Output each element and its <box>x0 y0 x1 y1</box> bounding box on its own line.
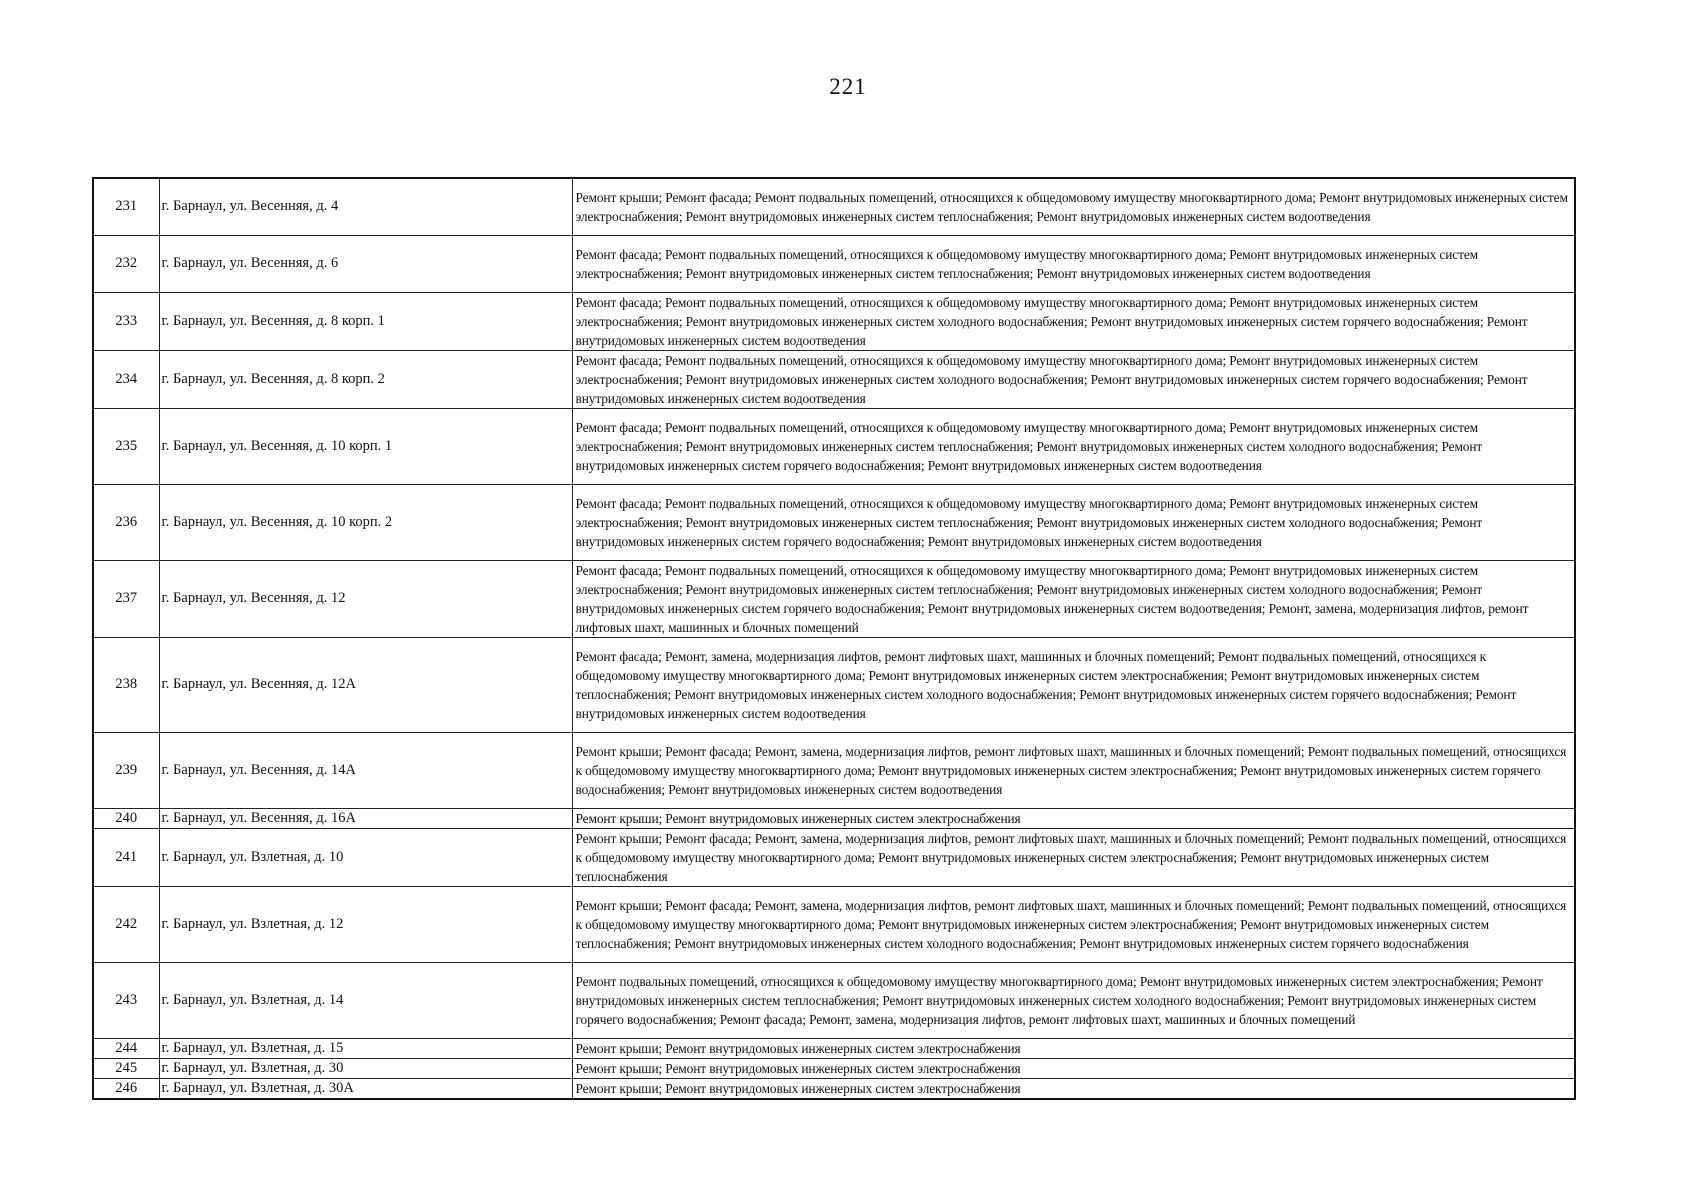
row-number: 239 <box>93 732 159 808</box>
table-row <box>93 637 1575 732</box>
repair-table-container <box>92 177 1574 1100</box>
row-works: Ремонт крыши; Ремонт внутридомовых инженерных систем электроснабжения <box>572 1078 1575 1099</box>
row-number: 232 <box>93 235 159 292</box>
row-works: Ремонт крыши; Ремонт внутридомовых инженерных систем электроснабжения <box>572 1058 1575 1078</box>
row-number: 246 <box>93 1078 159 1099</box>
row-number: 244 <box>93 1038 159 1058</box>
row-number: 234 <box>93 350 159 408</box>
row-number: 242 <box>93 886 159 962</box>
table-row <box>93 1058 1575 1078</box>
page-number: 221 <box>829 74 867 99</box>
table-body <box>93 178 1575 1099</box>
row-works: Ремонт фасада; Ремонт подвальных помещений, относящихся к общедомовому имуществу многоквартирного дома; Ремонт внутридомовых инженерных систем электроснабжения; Ремонт внутридомовых инженерных систем холодного водоснабжения; Ремонт внутридомовых инженерных систем горячего водоснабжения; Ремонт внутридомовых инженерных систем водоотведения <box>572 292 1575 350</box>
row-works: Ремонт крыши; Ремонт фасада; Ремонт, замена, модернизация лифтов, ремонт лифтовых шахт, машинных и блочных помещений; Ремонт подвальных помещений, относящихся к общедомовому имуществу многоквартирного дома; Ремонт внутридомовых инженерных систем электроснабжения; Ремонт внутридомовых инженерных систем горячего водоснабжения; Ремонт внутридомовых инженерных систем водоотведения <box>572 732 1575 808</box>
row-address: г. Барнаул, ул. Взлетная, д. 14 <box>159 962 572 1038</box>
row-number: 240 <box>93 808 159 828</box>
row-number: 233 <box>93 292 159 350</box>
row-address: г. Барнаул, ул. Весенняя, д. 14А <box>159 732 572 808</box>
row-works: Ремонт крыши; Ремонт фасада; Ремонт, замена, модернизация лифтов, ремонт лифтовых шахт, машинных и блочных помещений; Ремонт подвальных помещений, относящихся к общедомовому имуществу многоквартирного дома; Ремонт внутридомовых инженерных систем электроснабжения; Ремонт внутридомовых инженерных систем теплоснабжения; Ремонт внутридомовых инженерных систем холодного водоснабжения; Ремонт внутридомовых инженерных систем горячего водоснабжения <box>572 886 1575 962</box>
table-row <box>93 808 1575 828</box>
row-works: Ремонт крыши; Ремонт внутридомовых инженерных систем электроснабжения <box>572 1038 1575 1058</box>
row-works: Ремонт подвальных помещений, относящихся к общедомовому имуществу многоквартирного дома; Ремонт внутридомовых инженерных систем электроснабжения; Ремонт внутридомовых инженерных систем теплоснабжения; Ремонт внутридомовых инженерных систем холодного водоснабжения; Ремонт внутридомовых инженерных систем горячего водоснабжения; Ремонт фасада; Ремонт, замена, модернизация лифтов, ремонт лифтовых шахт, машинных и блочных помещений <box>572 962 1575 1038</box>
row-works: Ремонт фасада; Ремонт подвальных помещений, относящихся к общедомовому имуществу многоквартирного дома; Ремонт внутридомовых инженерных систем электроснабжения; Ремонт внутридомовых инженерных систем холодного водоснабжения; Ремонт внутридомовых инженерных систем горячего водоснабжения; Ремонт внутридомовых инженерных систем водоотведения <box>572 350 1575 408</box>
row-works: Ремонт крыши; Ремонт фасада; Ремонт подвальных помещений, относящихся к общедомовому имуществу многоквартирного дома; Ремонт внутридомовых инженерных систем электроснабжения; Ремонт внутридомовых инженерных систем теплоснабжения; Ремонт внутридомовых инженерных систем водоотведения <box>572 178 1575 235</box>
row-works: Ремонт фасада; Ремонт подвальных помещений, относящихся к общедомовому имуществу многоквартирного дома; Ремонт внутридомовых инженерных систем электроснабжения; Ремонт внутридомовых инженерных систем теплоснабжения; Ремонт внутридомовых инженерных систем водоотведения <box>572 235 1575 292</box>
table-row <box>93 350 1575 408</box>
row-works: Ремонт крыши; Ремонт фасада; Ремонт, замена, модернизация лифтов, ремонт лифтовых шахт, машинных и блочных помещений; Ремонт подвальных помещений, относящихся к общедомовому имуществу многоквартирного дома; Ремонт внутридомовых инженерных систем электроснабжения; Ремонт внутридомовых инженерных систем теплоснабжения <box>572 828 1575 886</box>
row-address: г. Барнаул, ул. Взлетная, д. 30 <box>159 1058 572 1078</box>
row-address: г. Барнаул, ул. Весенняя, д. 16А <box>159 808 572 828</box>
table-row <box>93 1038 1575 1058</box>
row-number: 241 <box>93 828 159 886</box>
row-address: г. Барнаул, ул. Весенняя, д. 8 корп. 1 <box>159 292 572 350</box>
row-number: 235 <box>93 408 159 484</box>
table-row <box>93 732 1575 808</box>
row-works: Ремонт фасада; Ремонт, замена, модернизация лифтов, ремонт лифтовых шахт, машинных и блочных помещений; Ремонт подвальных помещений, относящихся к общедомовому имуществу многоквартирного дома; Ремонт внутридомовых инженерных систем электроснабжения; Ремонт внутридомовых инженерных систем теплоснабжения; Ремонт внутридомовых инженерных систем холодного водоснабжения; Ремонт внутридомовых инженерных систем горячего водоснабжения; Ремонт внутридомовых инженерных систем водоотведения <box>572 637 1575 732</box>
row-address: г. Барнаул, ул. Весенняя, д. 8 корп. 2 <box>159 350 572 408</box>
row-address: г. Барнаул, ул. Взлетная, д. 15 <box>159 1038 572 1058</box>
row-address: г. Барнаул, ул. Весенняя, д. 10 корп. 1 <box>159 408 572 484</box>
table-row <box>93 484 1575 560</box>
row-address: г. Барнаул, ул. Весенняя, д. 12А <box>159 637 572 732</box>
row-address: г. Барнаул, ул. Весенняя, д. 10 корп. 2 <box>159 484 572 560</box>
row-address: г. Барнаул, ул. Взлетная, д. 30А <box>159 1078 572 1099</box>
row-works: Ремонт фасада; Ремонт подвальных помещений, относящихся к общедомовому имуществу многоквартирного дома; Ремонт внутридомовых инженерных систем электроснабжения; Ремонт внутридомовых инженерных систем теплоснабжения; Ремонт внутридомовых инженерных систем холодного водоснабжения; Ремонт внутридомовых инженерных систем горячего водоснабжения; Ремонт внутридомовых инженерных систем водоотведения <box>572 408 1575 484</box>
row-number: 238 <box>93 637 159 732</box>
row-works: Ремонт фасада; Ремонт подвальных помещений, относящихся к общедомовому имуществу многоквартирного дома; Ремонт внутридомовых инженерных систем электроснабжения; Ремонт внутридомовых инженерных систем теплоснабжения; Ремонт внутридомовых инженерных систем холодного водоснабжения; Ремонт внутридомовых инженерных систем горячего водоснабжения; Ремонт внутридомовых инженерных систем водоотведения <box>572 484 1575 560</box>
row-address: г. Барнаул, ул. Весенняя, д. 12 <box>159 560 572 637</box>
table-row <box>93 560 1575 637</box>
row-number: 243 <box>93 962 159 1038</box>
row-works: Ремонт крыши; Ремонт внутридомовых инженерных систем электроснабжения <box>572 808 1575 828</box>
table-row <box>93 962 1575 1038</box>
row-number: 236 <box>93 484 159 560</box>
row-number: 237 <box>93 560 159 637</box>
table-row <box>93 235 1575 292</box>
row-works: Ремонт фасада; Ремонт подвальных помещений, относящихся к общедомовому имуществу многоквартирного дома; Ремонт внутридомовых инженерных систем электроснабжения; Ремонт внутридомовых инженерных систем теплоснабжения; Ремонт внутридомовых инженерных систем холодного водоснабжения; Ремонт внутридомовых инженерных систем горячего водоснабжения; Ремонт внутридомовых инженерных систем водоотведения; Ремонт, замена, модернизация лифтов, ремонт лифтовых шахт, машинных и блочных помещений <box>572 560 1575 637</box>
repair-table <box>92 177 1576 1100</box>
row-address: г. Барнаул, ул. Весенняя, д. 6 <box>159 235 572 292</box>
table-row <box>93 292 1575 350</box>
table-row <box>93 1078 1575 1099</box>
table-row <box>93 178 1575 235</box>
row-address: г. Барнаул, ул. Взлетная, д. 12 <box>159 886 572 962</box>
table-row <box>93 828 1575 886</box>
row-address: г. Барнаул, ул. Весенняя, д. 4 <box>159 178 572 235</box>
row-number: 245 <box>93 1058 159 1078</box>
table-row <box>93 408 1575 484</box>
table-row <box>93 886 1575 962</box>
row-address: г. Барнаул, ул. Взлетная, д. 10 <box>159 828 572 886</box>
row-number: 231 <box>93 178 159 235</box>
